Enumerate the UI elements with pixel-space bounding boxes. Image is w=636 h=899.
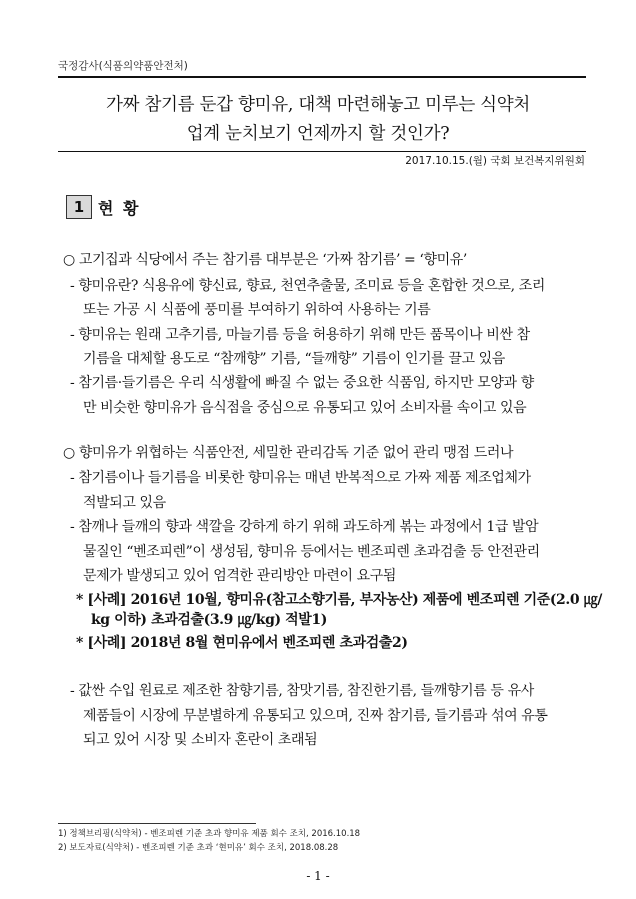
document-category-label: 국정감사(식품의약품안전처) [58,60,188,72]
continuation-line: 되고 있어 시장 및 소비자 혼란이 초래됨 [83,732,318,748]
section-number-box: 1 [66,195,92,219]
dash-item-line: - 향미유는 원래 고추기름, 마늘기름 등을 허용하기 위해 만든 품목이나 비싼 참 [70,327,530,343]
continuation-line: 문제가 발생되고 있어 엄격한 관리방안 마련이 요구됨 [83,568,397,584]
dash-item-line: - 향미유란? 식용유에 향신료, 향료, 천연추출물, 조미료 등을 혼합한 것으로, 조리 [70,278,545,294]
continuation-line: 적발되고 있음 [83,495,166,511]
footnote-1: 1) 정책브리핑(식약처) - 벤조피렌 기준 초과 향미유 제품 회수 조치, 2016.10.18 [58,829,361,839]
continuation-line: 또는 가공 시 식품에 풍미를 부여하기 위하여 사용하는 기름 [83,302,431,318]
continuation-line: 제품들이 시장에 무분별하게 유통되고 있으며, 진짜 참기름, 들기름과 섞여 유통 [83,708,548,724]
case-example-line: * [사례] 2018년 8월 현미유에서 벤조피렌 초과검출2) [76,635,408,651]
section-title: 현 황 [98,198,141,218]
page-number: - 1 - [306,869,330,883]
bullet-line: ○ 고기집과 식당에서 주는 참기름 대부분은 ‘가짜 참기름’ = ‘향미유’ [63,252,467,268]
bullet-line: ○ 향미유가 위협하는 식품안전, 세밀한 관리감독 기준 없어 관리 맹점 드러나 [63,445,514,461]
case-example-continuation: kg 이하) 초과검출(3.9 ㎍/kg) 적발1) [91,612,327,628]
continuation-line: 기름을 대체할 용도로 “참깨향” 기름, “들깨향” 기름이 인기를 끌고 있음 [83,351,505,367]
dash-item-line: - 참깨나 들깨의 향과 색깔을 강하게 하기 위해 과도하게 볶는 과정에서 1급 발암 [70,519,539,535]
document-title-line-2: 업계 눈치보기 언제까지 할 것인가? [186,124,450,144]
title-bottom-rule [58,151,586,152]
continuation-line: 물질인 “벤조피렌”이 생성됨, 향미유 등에서는 벤조피렌 초과검출 등 안전관리 [83,544,540,560]
dash-item-line: - 참기름·들기름은 우리 식생활에 빠질 수 없는 중요한 식품임, 하지만 모양과 향 [70,375,534,391]
document-title-line-1: 가짜 참기름 둔갑 향미유, 대책 마련해놓고 미루는 식약처 [105,95,530,115]
section-heading [66,194,140,220]
dash-item-line: - 참기름이나 들기름을 비롯한 향미유는 매년 반복적으로 가짜 제품 제조업체가 [70,470,531,486]
footnote-separator [58,823,256,824]
footnote-2: 2) 보도자료(식약처) - 벤조피렌 기준 초과 ‘현미유’ 회수 조치, 2018.08.28 [58,843,339,853]
header-top-rule [58,76,586,78]
continuation-line: 만 비슷한 향미유가 음식점을 중심으로 유통되고 있어 소비자를 속이고 있음 [83,400,527,416]
case-example-line: * [사례] 2016년 10월, 향미유(참고소향기름, 부자농산) 제품에 벤조피렌 기준(2.0 ㎍/ [76,592,602,608]
dash-item-line: - 값싼 수입 원료로 제조한 참향기름, 참맛기름, 참진한기름, 들깨향기름 등 유사 [70,683,534,699]
date-committee-line: 2017.10.15.(월) 국회 보건복지위원회 [405,155,585,167]
